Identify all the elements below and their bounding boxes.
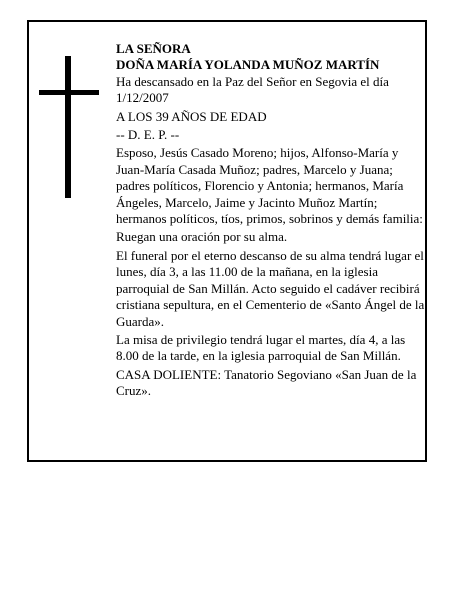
cross-horizontal-bar bbox=[39, 90, 99, 95]
mass-details: La misa de privilegio tendrá lugar el martes, día 4, a las 8.00 de la tarde, en la iglesia parroquial de San Millán. bbox=[116, 331, 406, 364]
deceased-name: DOÑA MARÍA YOLANDA MUÑOZ MARTÍN bbox=[116, 57, 380, 73]
cross-vertical-bar bbox=[65, 56, 71, 198]
cross-icon bbox=[39, 56, 99, 198]
funeral-home: CASA DOLIENTE: Tanatorio Segoviano «San Juan de la Cruz». bbox=[116, 366, 417, 399]
age-line: A LOS 39 AÑOS DE EDAD bbox=[116, 108, 267, 124]
notice-text bbox=[116, 41, 426, 400]
funeral-details: El funeral por el eterno descanso de su alma tendrá lugar el lunes, día 3, a las 11.00 de la mañana, en la iglesia parroquial de San Millán. Acto seguido el cadáver recibirá cristiana sepultura, en el Cementerio de «Santo Ángel de la Guarda». bbox=[116, 247, 425, 329]
family-list: Esposo, Jesús Casado Moreno; hijos, Alfonso-María y Juan-María Casada Muñoz; padres, Marcelo y Juana; padres políticos, Florencio y Antonia; hermanos, María Ángeles, Marcelo, Jaime y Jacinto Muñoz Martín; hermanos políticos, tíos, primos, sobrinos y demás familia: bbox=[116, 145, 423, 227]
heading-title: LA SEÑORA bbox=[116, 41, 191, 56]
passing-announcement: Ha descansado en la Paz del Señor en Segovia el día 1/12/2007 bbox=[116, 73, 389, 106]
obituary-notice bbox=[27, 20, 427, 462]
prayer-request: Ruegan una oración por su alma. bbox=[116, 229, 288, 245]
rip-line: -- D. E. P. -- bbox=[116, 127, 180, 143]
